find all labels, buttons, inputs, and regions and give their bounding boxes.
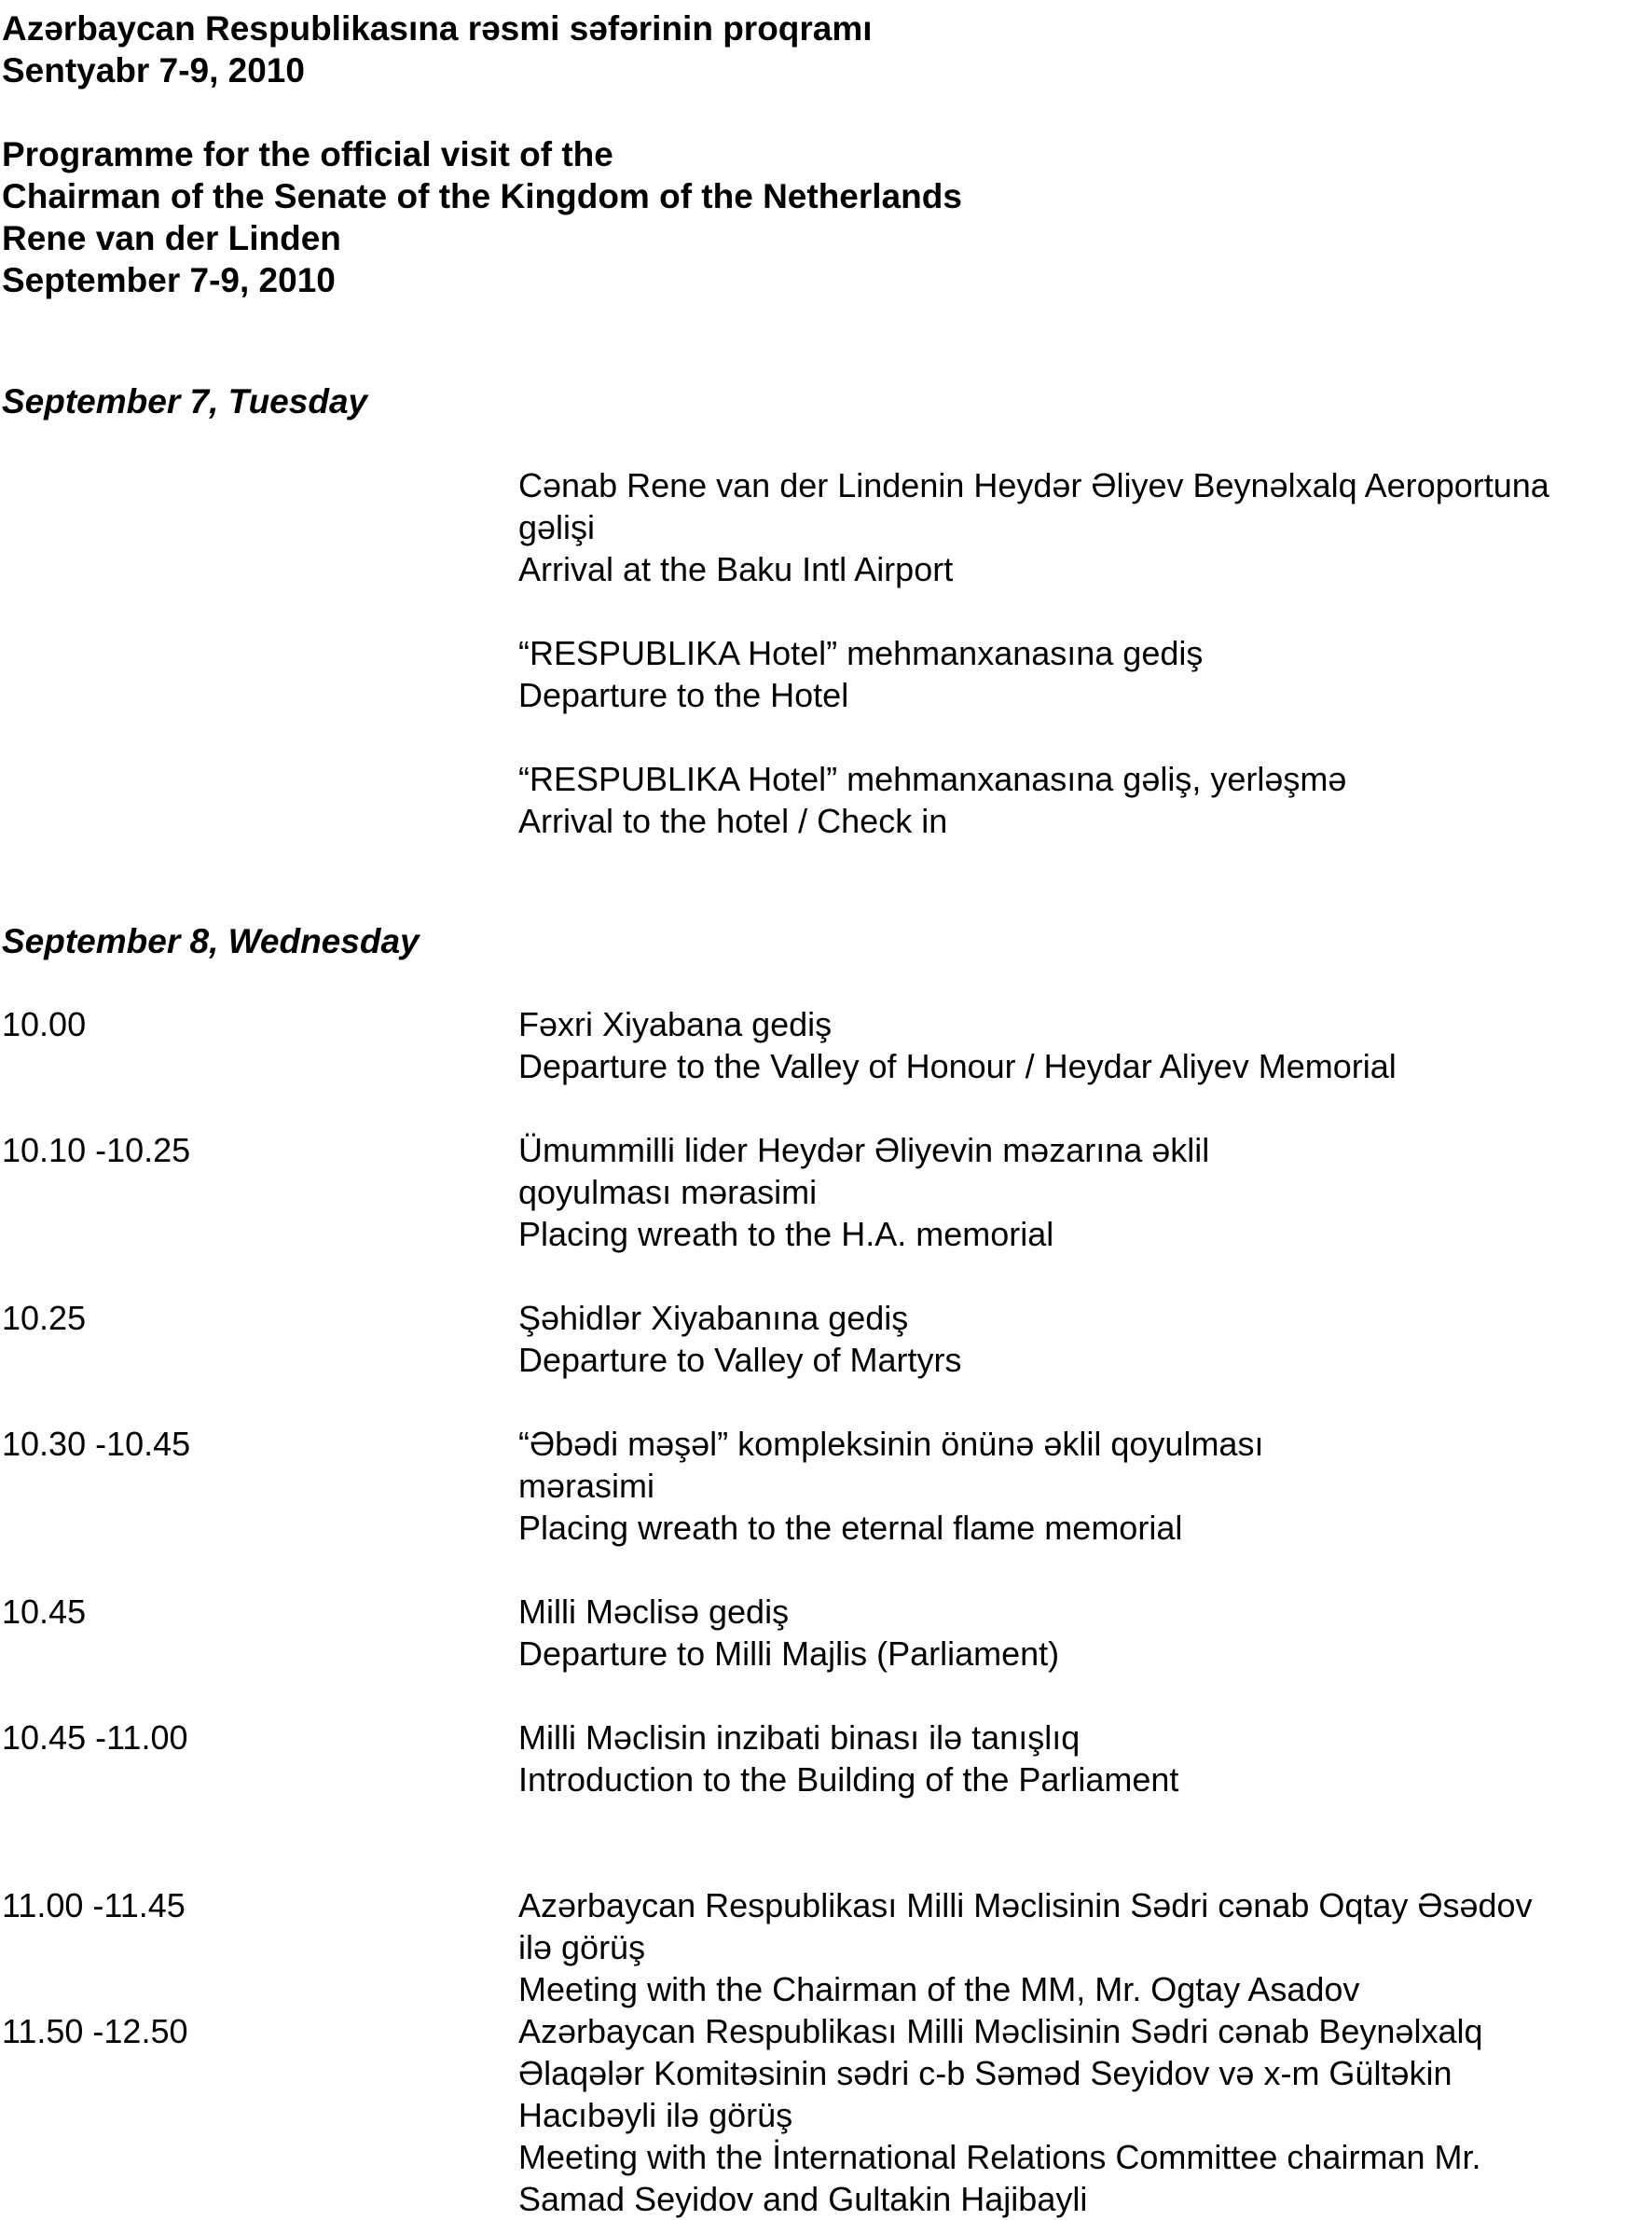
entry-description [518, 1129, 1646, 1255]
entry-time: 10.25 [2, 1299, 87, 1337]
entry-description [518, 1717, 1646, 1800]
day-schedule [0, 1003, 1652, 2220]
day-heading: September 8, Wednesday [2, 922, 420, 960]
entry-time: 10.30 -10.45 [2, 1425, 191, 1463]
entry-description [518, 758, 1646, 842]
schedule-entry [0, 1003, 1652, 1087]
schedule-entry [0, 1129, 1652, 1255]
entry-line: Şəhidlər Xiyabanına gediş [518, 1299, 909, 1337]
entry-time: 10.10 -10.25 [2, 1131, 191, 1169]
entry-line: Samad Seyidov and Gultakin Hajibayli [518, 2180, 1088, 2218]
entry-line: Fəxri Xiyabana gediş [518, 1005, 833, 1043]
entry-time: 10.00 [2, 1005, 87, 1043]
entry-line: Əlaqələr Komitəsinin sədri c-b Səməd Seyidov və x-m Gültəkin [518, 2054, 1452, 2092]
entry-description [518, 1423, 1646, 1549]
schedule-entry [0, 464, 1652, 590]
entry-line: mərasimi [518, 1467, 655, 1505]
entry-line: Meeting with the İnternational Relations Committee chairman Mr. [518, 2138, 1481, 2176]
programme-header [2, 7, 1587, 301]
header-dates-en: September 7-9, 2010 [2, 261, 336, 299]
entry-line: Departure to Valley of Martyrs [518, 1341, 962, 1379]
entry-line: Arrival to the hotel / Check in [518, 802, 948, 840]
entry-line: “RESPUBLIKA Hotel” mehmanxanasına gəliş, yerləşmə [518, 760, 1347, 798]
entry-line: Cənab Rene van der Lindenin Heydər Əliyev Beynəlxalq Aeroportuna [518, 466, 1549, 504]
schedule-entry [0, 1297, 1652, 1381]
entry-line: Introduction to the Building of the Parliament [518, 1760, 1179, 1799]
entry-line: “RESPUBLIKA Hotel” mehmanxanasına gediş [518, 634, 1204, 672]
entry-line: Milli Məclisin inzibati binası ilə tanışlıq [518, 1718, 1081, 1757]
entry-line: Ümummilli lider Heydər Əliyevin məzarına əklil [518, 1131, 1210, 1169]
schedule-entry [0, 2010, 1652, 2220]
entry-line: Milli Məclisə gediş [518, 1593, 790, 1631]
entry-description [518, 1591, 1646, 1675]
day-heading: September 7, Tuesday [2, 382, 368, 421]
schedule-entry [0, 1717, 1652, 1800]
schedule-entry [0, 1423, 1652, 1549]
entry-time: 11.00 -11.45 [2, 1886, 186, 1924]
entry-line: Azərbaycan Respublikası Milli Məclisinin Sədri cənab Oqtay Əsədov [518, 1886, 1533, 1924]
entry-line: Departure to the Hotel [518, 676, 849, 714]
schedule-entry [0, 632, 1652, 716]
day-schedule [0, 464, 1652, 842]
entry-line: Hacıbəyli ilə görüş [518, 2096, 793, 2134]
entry-line: Placing wreath to the H.A. memorial [518, 1215, 1054, 1253]
schedule-entry [0, 1591, 1652, 1675]
entry-time: 10.45 -11.00 [2, 1718, 188, 1757]
entry-line: ilə görüş [518, 1928, 646, 1966]
header-dates-az: Sentyabr 7-9, 2010 [2, 51, 305, 90]
entry-line: Azərbaycan Respublikası Milli Məclisinin Sədri cənab Beynəlxalq [518, 2012, 1483, 2050]
header-visitor-role: Chairman of the Senate of the Kingdom of the Netherlands [2, 177, 962, 215]
entry-line: Arrival at the Baku Intl Airport [518, 550, 954, 588]
entry-line: gəlişi [518, 508, 596, 546]
entry-description [518, 1884, 1646, 2010]
entry-description [518, 1003, 1646, 1087]
entry-line: Departure to the Valley of Honour / Heydar Aliyev Memorial [518, 1047, 1397, 1085]
entry-description [518, 2010, 1646, 2220]
entry-line: Departure to Milli Majlis (Parliament) [518, 1634, 1060, 1673]
entry-description [518, 632, 1646, 716]
schedule-entry [0, 758, 1652, 842]
header-title-en: Programme for the official visit of the [2, 135, 613, 173]
entry-description [518, 464, 1646, 590]
entry-time: 10.45 [2, 1593, 87, 1631]
entry-description [518, 1297, 1646, 1381]
entry-line: Meeting with the Chairman of the MM, Mr. Ogtay Asadov [518, 1970, 1360, 2008]
schedule-entry [0, 1884, 1652, 2010]
header-visitor-name: Rene van der Linden [2, 219, 341, 257]
header-title-az: Azərbaycan Respublikasına rəsmi səfərinin proqramı [2, 9, 873, 48]
entry-time: 11.50 -12.50 [2, 2012, 188, 2050]
entry-line: Placing wreath to the eternal flame memorial [518, 1509, 1183, 1547]
entry-line: qoyulması mərasimi [518, 1173, 818, 1211]
entry-line: “Əbədi məşəl” kompleksinin önünə əklil qoyulması [518, 1425, 1264, 1463]
